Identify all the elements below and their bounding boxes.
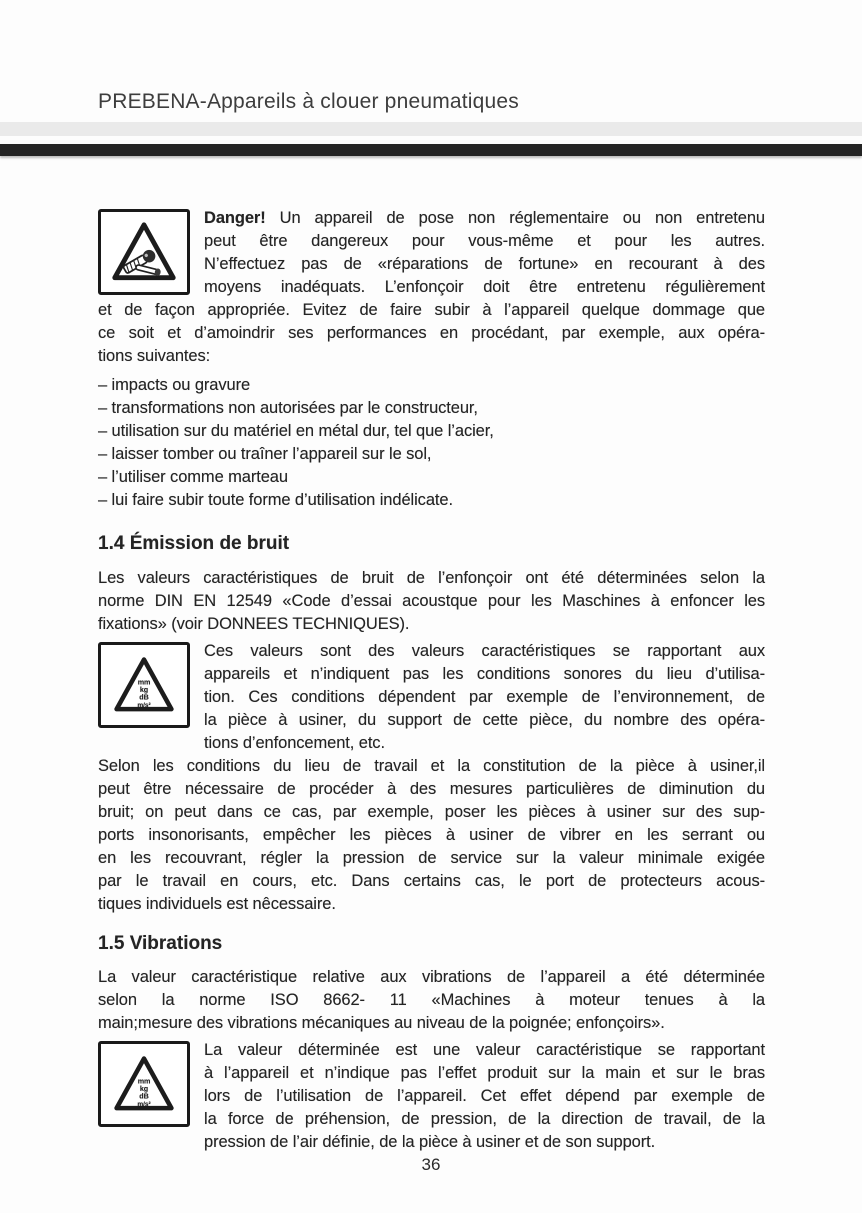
bruit-warning-block xyxy=(98,640,765,755)
danger-wrapped-text xyxy=(98,230,765,299)
warning-text-line: la pièce à usiner, du support de cette pièce, du nombre des opéra- xyxy=(204,711,765,729)
section-heading-vibrations: 1.5 Vibrations xyxy=(98,933,223,954)
danger-text-line: et de façon appropriée. Evitez de faire subir à l’appareil quelque dommage que xyxy=(98,301,765,319)
unit-label-mm: mm xyxy=(137,1077,151,1086)
paragraph-line: tiques individuels est nêcessaire. xyxy=(98,895,336,913)
unit-label-db: dB xyxy=(139,1092,149,1101)
warning-screw-nail-icon xyxy=(98,209,190,295)
bruit-warning-text xyxy=(98,640,765,755)
paragraph-line: main;mesure des vibrations mécaniques au niveau de la poignée; enfonçoirs». xyxy=(98,1014,665,1032)
hazard-list-item: – impacts ou gravure xyxy=(98,376,251,394)
paragraph-line: bruit; on peut dans ce cas, par exemple, poser les pièces à usiner sur des sup- xyxy=(98,803,765,821)
warning-text-line: La valeur déterminée est une valeur caractéristique se rapportant xyxy=(204,1041,765,1059)
danger-text-line: ce soit et d’amoindrir ses performances en procédant, par exemple, aux opéra- xyxy=(98,324,765,342)
paragraph-line: par le travail en cours, etc. Dans certains cas, le port de protecteurs acous- xyxy=(98,872,765,890)
unit-label-kg: kg xyxy=(139,686,149,695)
danger-full-text xyxy=(98,299,765,368)
warning-text-line: appareils et n’indiquent pas les conditions sonores du lieu d’utilisa- xyxy=(204,665,765,683)
header-divider-gray xyxy=(0,122,862,136)
warning-text-line: lors de l’utilisation de l’appareil. Cet effet dépend par exemple de xyxy=(204,1087,765,1105)
bruit-intro-paragraph xyxy=(98,567,765,636)
warning-units-icon xyxy=(98,642,190,728)
hazard-list-item: – l’utiliser comme marteau xyxy=(98,468,288,486)
warning-units-icon xyxy=(98,1041,190,1127)
paragraph-line: peut être nécessaire de procéder à des mesures particulières de diminution du xyxy=(98,780,765,798)
danger-text-line: N’effectuez pas de «réparations de fortune» en recourant à des xyxy=(204,255,765,273)
bruit-body-paragraph xyxy=(98,755,765,916)
paragraph-line: Selon les conditions du lieu de travail et la constitution de la pièce à usiner,il xyxy=(98,757,765,775)
vibrations-warning-text xyxy=(98,1039,765,1154)
warning-text-line: pression de l’air définie, de la pièce à usiner et de son support. xyxy=(204,1133,656,1151)
paragraph-line: selon la norme ISO 8662- 11 «Machines à moteur tenues à la xyxy=(98,991,765,1009)
vibrations-warning-block xyxy=(98,1039,765,1154)
hazard-list-item: – transformations non autorisées par le constructeur, xyxy=(98,399,478,417)
danger-label: Danger! xyxy=(204,209,266,227)
page-number: 36 xyxy=(421,1155,441,1174)
page-title: PREBENA-Appareils à clouer pneumatiques xyxy=(98,90,520,113)
paragraph-line: en les recouvrant, régler la pression de service sur la valeur minimale exigée xyxy=(98,849,765,867)
paragraph-line: La valeur caractéristique relative aux vibrations de l’appareil a été déterminée xyxy=(98,968,765,986)
danger-text-line: tions suivantes: xyxy=(98,347,211,365)
unit-label-db: dB xyxy=(139,693,149,702)
unit-label-kg: kg xyxy=(139,1085,149,1094)
unit-label-ms2: m/s² xyxy=(137,1101,151,1109)
danger-intro-line xyxy=(98,207,765,230)
paragraph-line: Les valeurs caractéristiques de bruit de l’enfonçoir ont été déterminées selon la xyxy=(98,569,765,587)
paragraph-line: norme DIN EN 12549 «Code d’essai acoustque pour les Maschines à enfoncer les xyxy=(98,592,765,610)
paragraph-line: fixations» (voir DONNEES TECHNIQUES). xyxy=(98,615,410,633)
page-content xyxy=(98,207,765,1154)
warning-text-line: la force de préhension, de pression, de la direction de travail, de la xyxy=(204,1110,765,1128)
paragraph-line: ports insonorisants, empêcher les pièces à usiner de vibrer en les serrant ou xyxy=(98,826,765,844)
danger-text-line: peut être dangereux pour vous-même et pour les autres. xyxy=(204,232,765,250)
danger-text-line: moyens inadéquats. L’enfonçoir doit être entretenu régulièrement xyxy=(204,278,765,296)
unit-label-mm: mm xyxy=(137,678,151,687)
hazard-list-item: – laisser tomber ou traîner l’appareil sur le sol, xyxy=(98,445,432,463)
warning-text-line: tions d’enfoncement, etc. xyxy=(204,734,385,752)
warning-text-line: tion. Ces conditions dépendent par exemple de l’environnement, de xyxy=(204,688,765,706)
hazard-list-item: – lui faire subir toute forme d’utilisation indélicate. xyxy=(98,491,453,509)
section-heading-emission-de-bruit: 1.4 Émission de bruit xyxy=(98,533,290,554)
vibrations-intro-paragraph xyxy=(98,966,765,1035)
header-divider-black xyxy=(0,144,862,156)
unit-label-ms2: m/s² xyxy=(137,702,151,710)
danger-hazard-list xyxy=(98,374,765,512)
danger-section xyxy=(98,207,765,512)
hazard-list-item: – utilisation sur du matériel en métal dur, tel que l’acier, xyxy=(98,422,494,440)
warning-text-line: à l’appareil et n’indique pas l’effet produit sur la main et sur le bras xyxy=(204,1064,765,1082)
warning-text-line: Ces valeurs sont des valeurs caractéristiques se rapportant aux xyxy=(204,642,765,660)
danger-intro-text: Un appareil de pose non réglementaire ou non entretenu xyxy=(265,209,765,227)
